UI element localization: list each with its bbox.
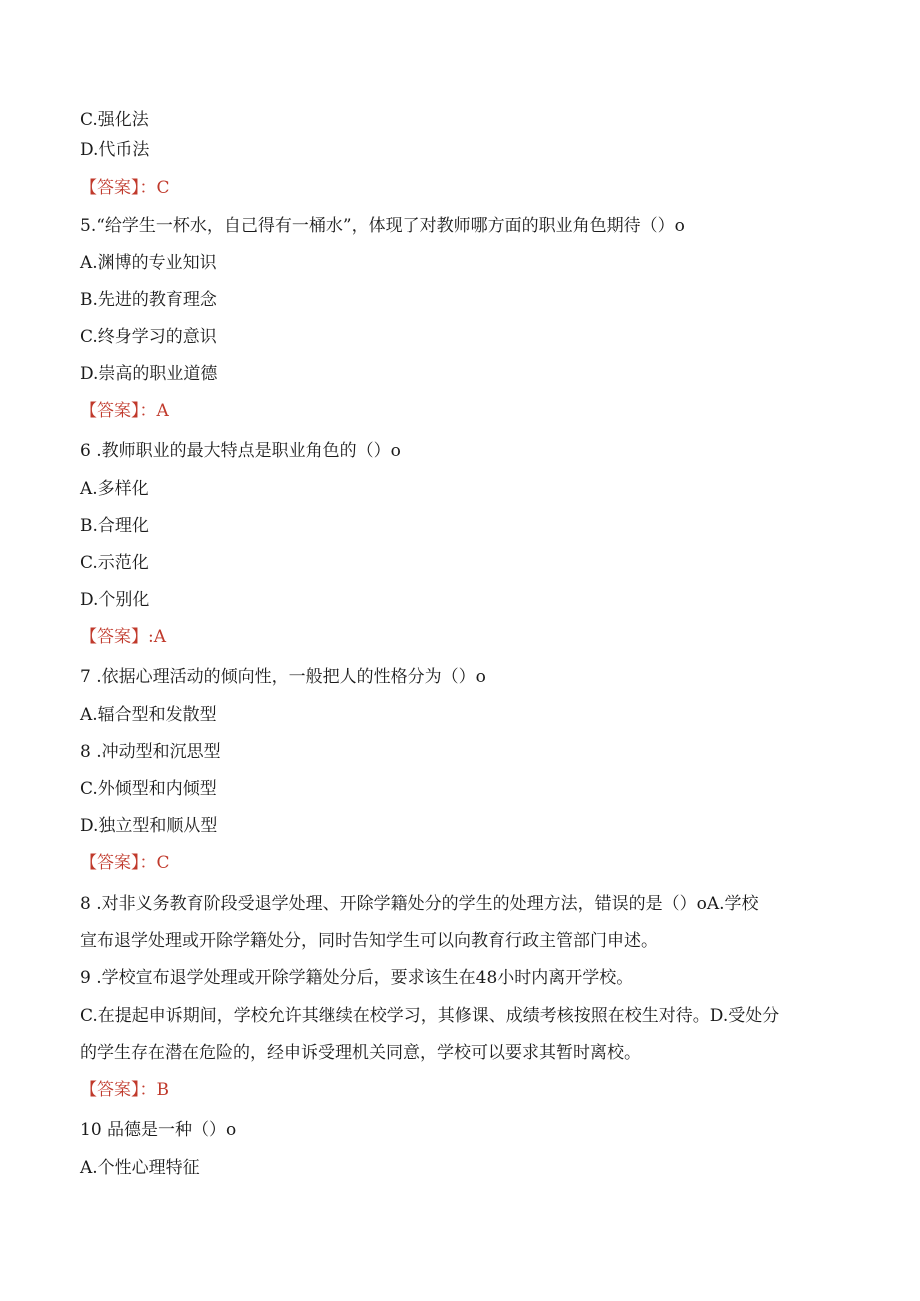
option-line: A.辐合型和发散型 <box>80 705 217 725</box>
answer-line: 【答案】:A <box>80 627 167 647</box>
option-line: C.示范化 <box>80 553 149 573</box>
question-line: 5.“给学生一杯水，自己得有一桶水”，体现了对教师哪方面的职业角色期待（）o <box>80 216 685 236</box>
answer-line: 【答案】：A <box>80 401 169 421</box>
answer-line: 【答案】：C <box>80 853 170 873</box>
question-line: 的学生存在潜在危险的，经申诉受理机关同意，学校可以要求其暂时离校。 <box>80 1043 641 1063</box>
option-line: C.外倾型和内倾型 <box>80 779 217 799</box>
option-line: D.个别化 <box>80 590 150 610</box>
option-line: C.终身学习的意识 <box>80 327 217 347</box>
option-line: C.强化法 <box>80 110 149 130</box>
option-line: 8 .冲动型和沉思型 <box>80 742 221 762</box>
answer-line: 【答案】：C <box>80 178 170 198</box>
question-line: 10 品德是一种（）o <box>80 1120 237 1140</box>
option-line: A.个性心理特征 <box>80 1158 200 1178</box>
option-line: D.代币法 <box>80 140 150 160</box>
option-line: D.独立型和顺从型 <box>80 816 218 836</box>
option-line: A.多样化 <box>80 479 149 499</box>
option-line: A.渊博的专业知识 <box>80 253 217 273</box>
question-line: 6 .教师职业的最大特点是职业角色的（）o <box>80 441 401 461</box>
question-line: 7 .依据心理活动的倾向性，一般把人的性格分为（）o <box>80 667 486 687</box>
question-line: 9 .学校宣布退学处理或开除学籍处分后，要求该生在48小时内离开学校。 <box>80 968 634 988</box>
question-line: 宣布退学处理或开除学籍处分，同时告知学生可以向教育行政主管部门申述。 <box>80 931 658 951</box>
option-line: D.崇高的职业道德 <box>80 364 218 384</box>
option-line: B.先进的教育理念 <box>80 290 217 310</box>
question-line: C.在提起申诉期间，学校允许其继续在校学习，其修课、成绩考核按照在校生对待。D.受处分 <box>80 1006 780 1026</box>
option-line: B.合理化 <box>80 516 149 536</box>
answer-line: 【答案】：B <box>80 1080 169 1100</box>
question-line: 8 .对非义务教育阶段受退学处理、开除学籍处分的学生的处理方法，错误的是（）oA.学校 <box>80 894 759 914</box>
